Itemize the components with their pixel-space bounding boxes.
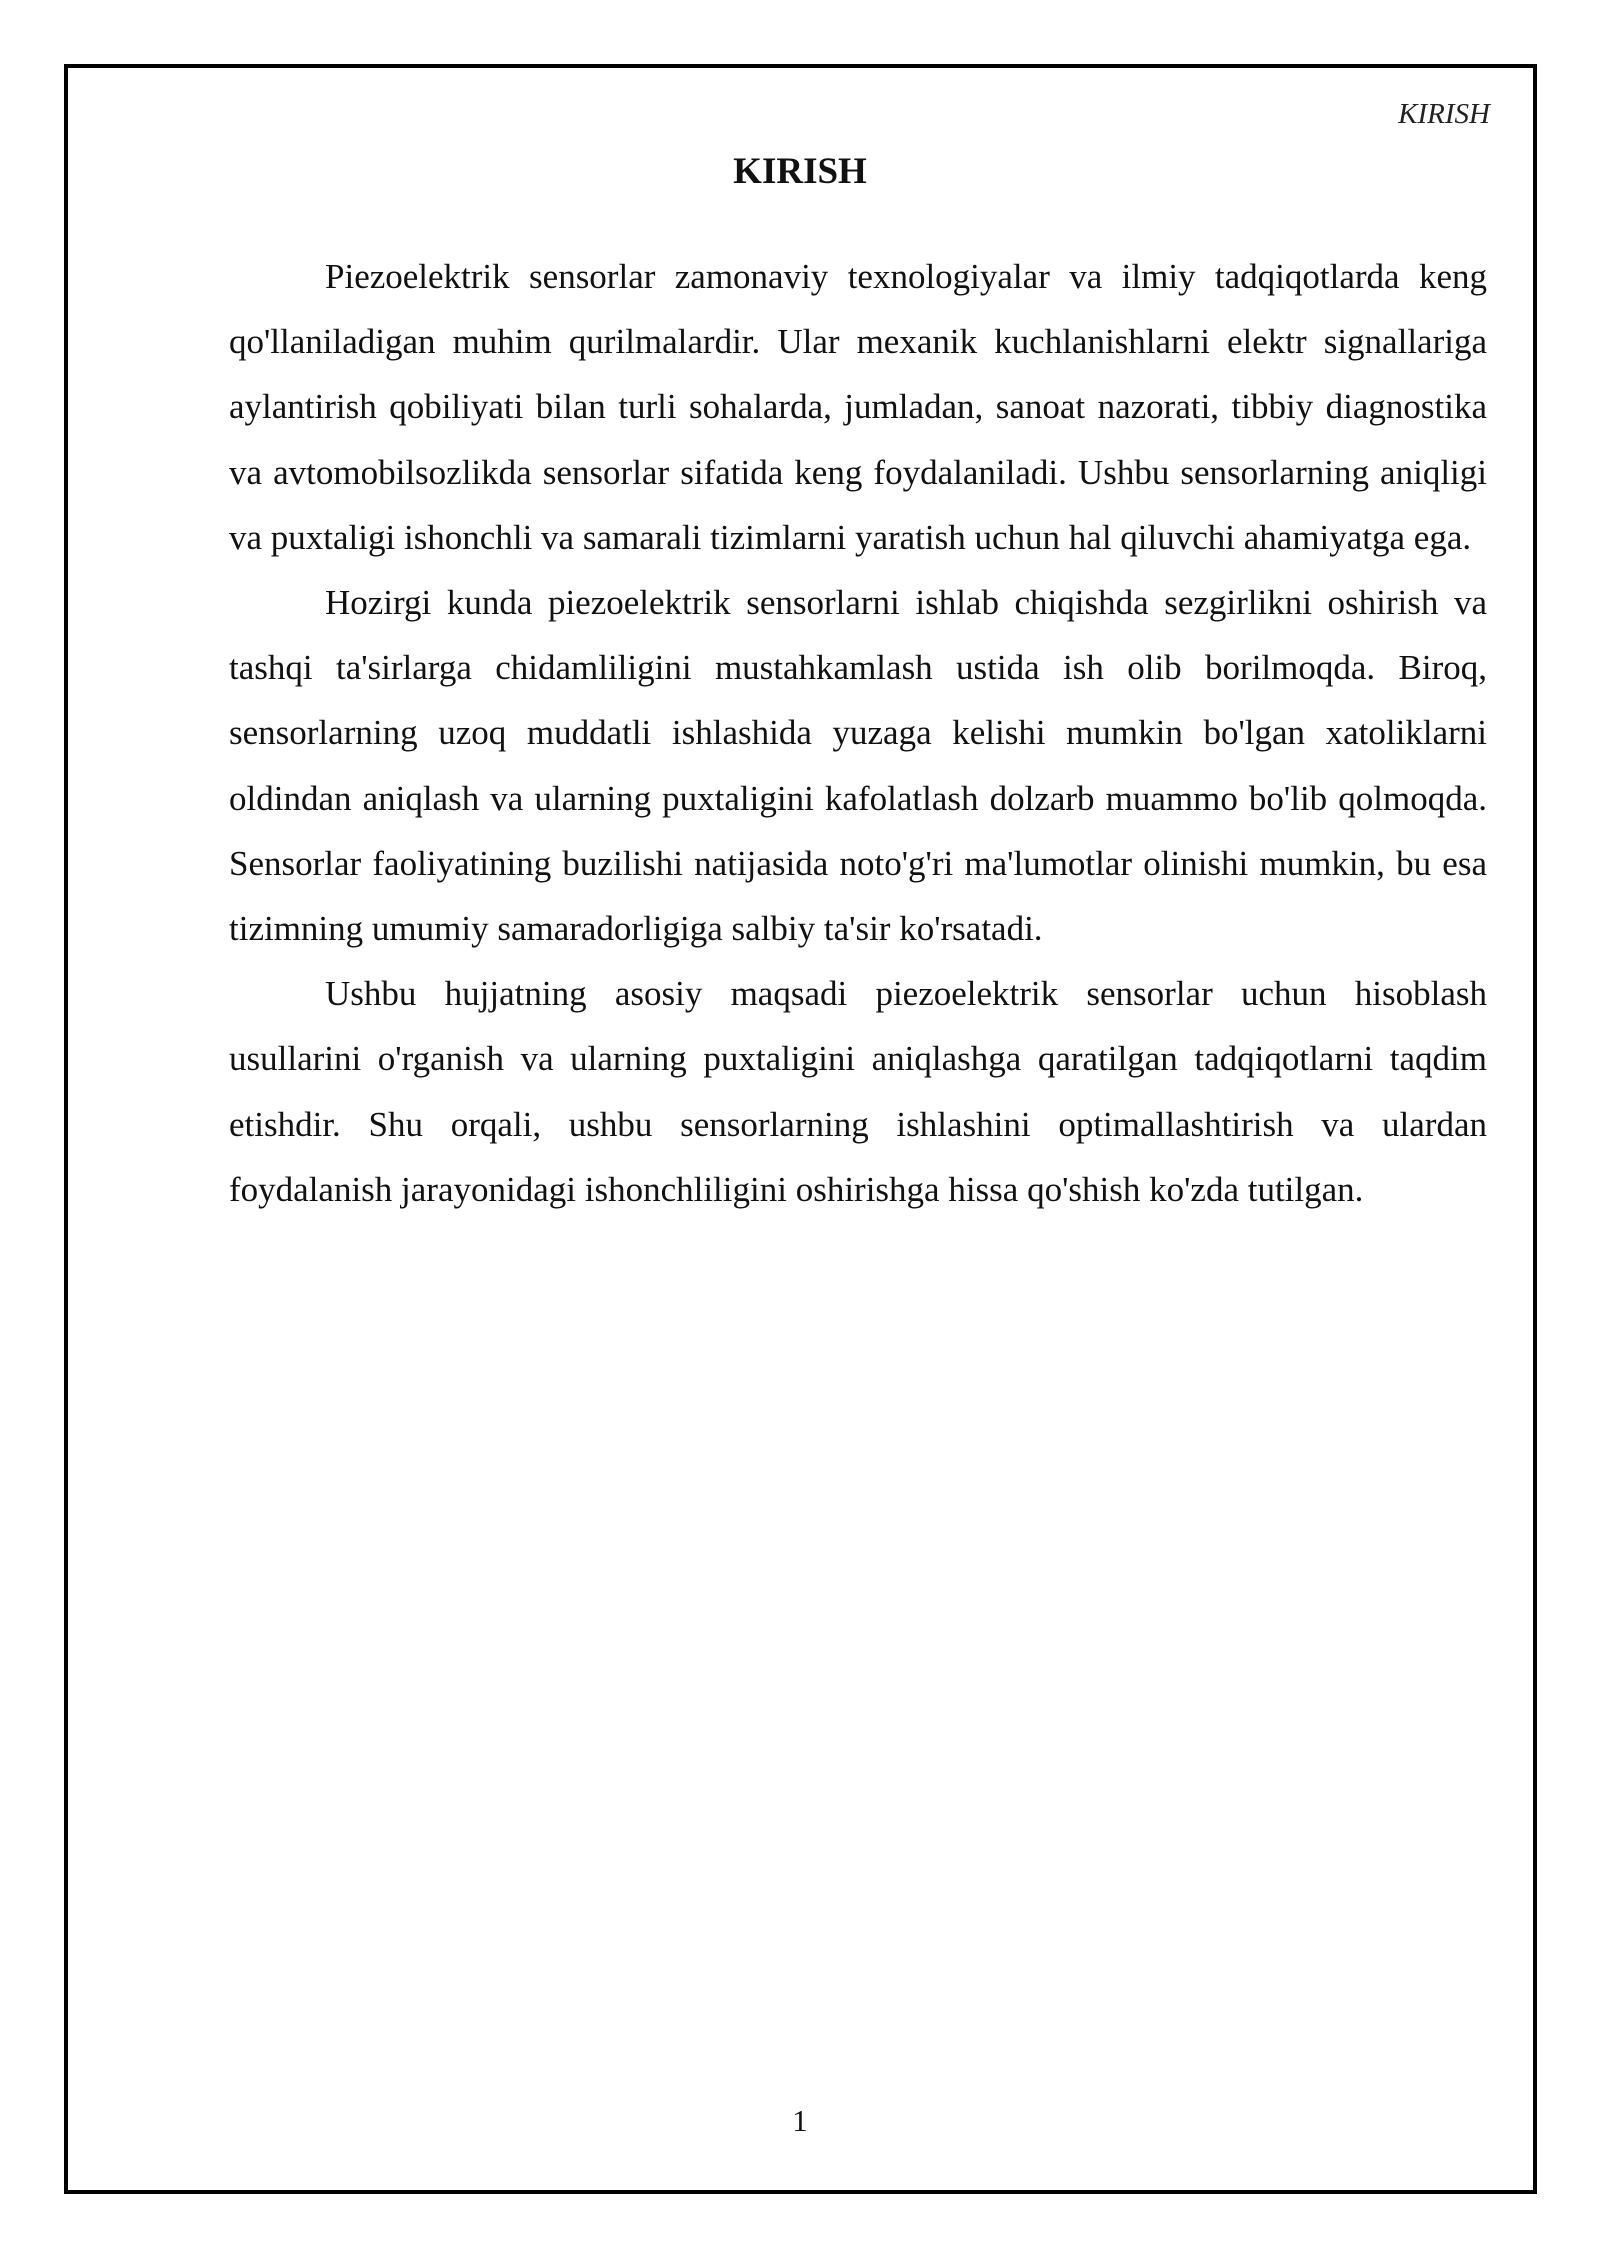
paragraph: Hozirgi kunda piezoelektrik sensorlarni ishlab chiqishda sezgirlikni oshirish va tashqi ta'sirlarga chidamliligini mustahkamlash ustida ish olib borilmoqda. Biroq, sensorlarning uzoq muddatli ishlashida yuzaga kelishi mumkin bo'lgan xatoliklarni oldindan aniqlash va ularning puxtaligini kafolatlash dolzarb muammo bo'lib qolmoqda. Sensorlar faoliyatining buzilishi natijasida noto'g'ri ma'lumotlar olinishi mumkin, bu esa tizimning umumiy samaradorligiga salbiy ta'sir ko'rsatadi. xyxy=(229,583,1487,949)
paragraph: Ushbu hujjatning asosiy maqsadi piezoelektrik sensorlar uchun hisoblash usullarini o'rganish va ularning puxtaligini aniqlashga qaratilgan tadqiqotlarni taqdim etishdir. Shu orqali, ushbu sensorlarning ishlashini optimallashtirish va ulardan foydalanish jarayonidagi ishonchliligini oshirishga hissa qo'shish ko'zda tutilgan. xyxy=(229,974,1487,1209)
running-header: KIRISH xyxy=(1398,98,1490,130)
page-title: KIRISH xyxy=(733,151,867,192)
page-number: 1 xyxy=(792,2103,808,2138)
body-text xyxy=(229,244,1487,1222)
paragraph: Piezoelektrik sensorlar zamonaviy texnologiyalar va ilmiy tadqiqotlarda keng qo'llaniladigan muhim qurilmalardir. Ular mexanik kuchlanishlarni elektr signallariga aylantirish qobiliyati bilan turli sohalarda, jumladan, sanoat nazorati, tibbiy diagnostika va avtomobilsozlikda sensorlar sifatida keng foydalaniladi. Ushbu sensorlarning aniqligi va puxtaligi ishonchli va samarali tizimlarni yaratish uchun hal qiluvchi ahamiyatga ega. xyxy=(229,257,1487,557)
